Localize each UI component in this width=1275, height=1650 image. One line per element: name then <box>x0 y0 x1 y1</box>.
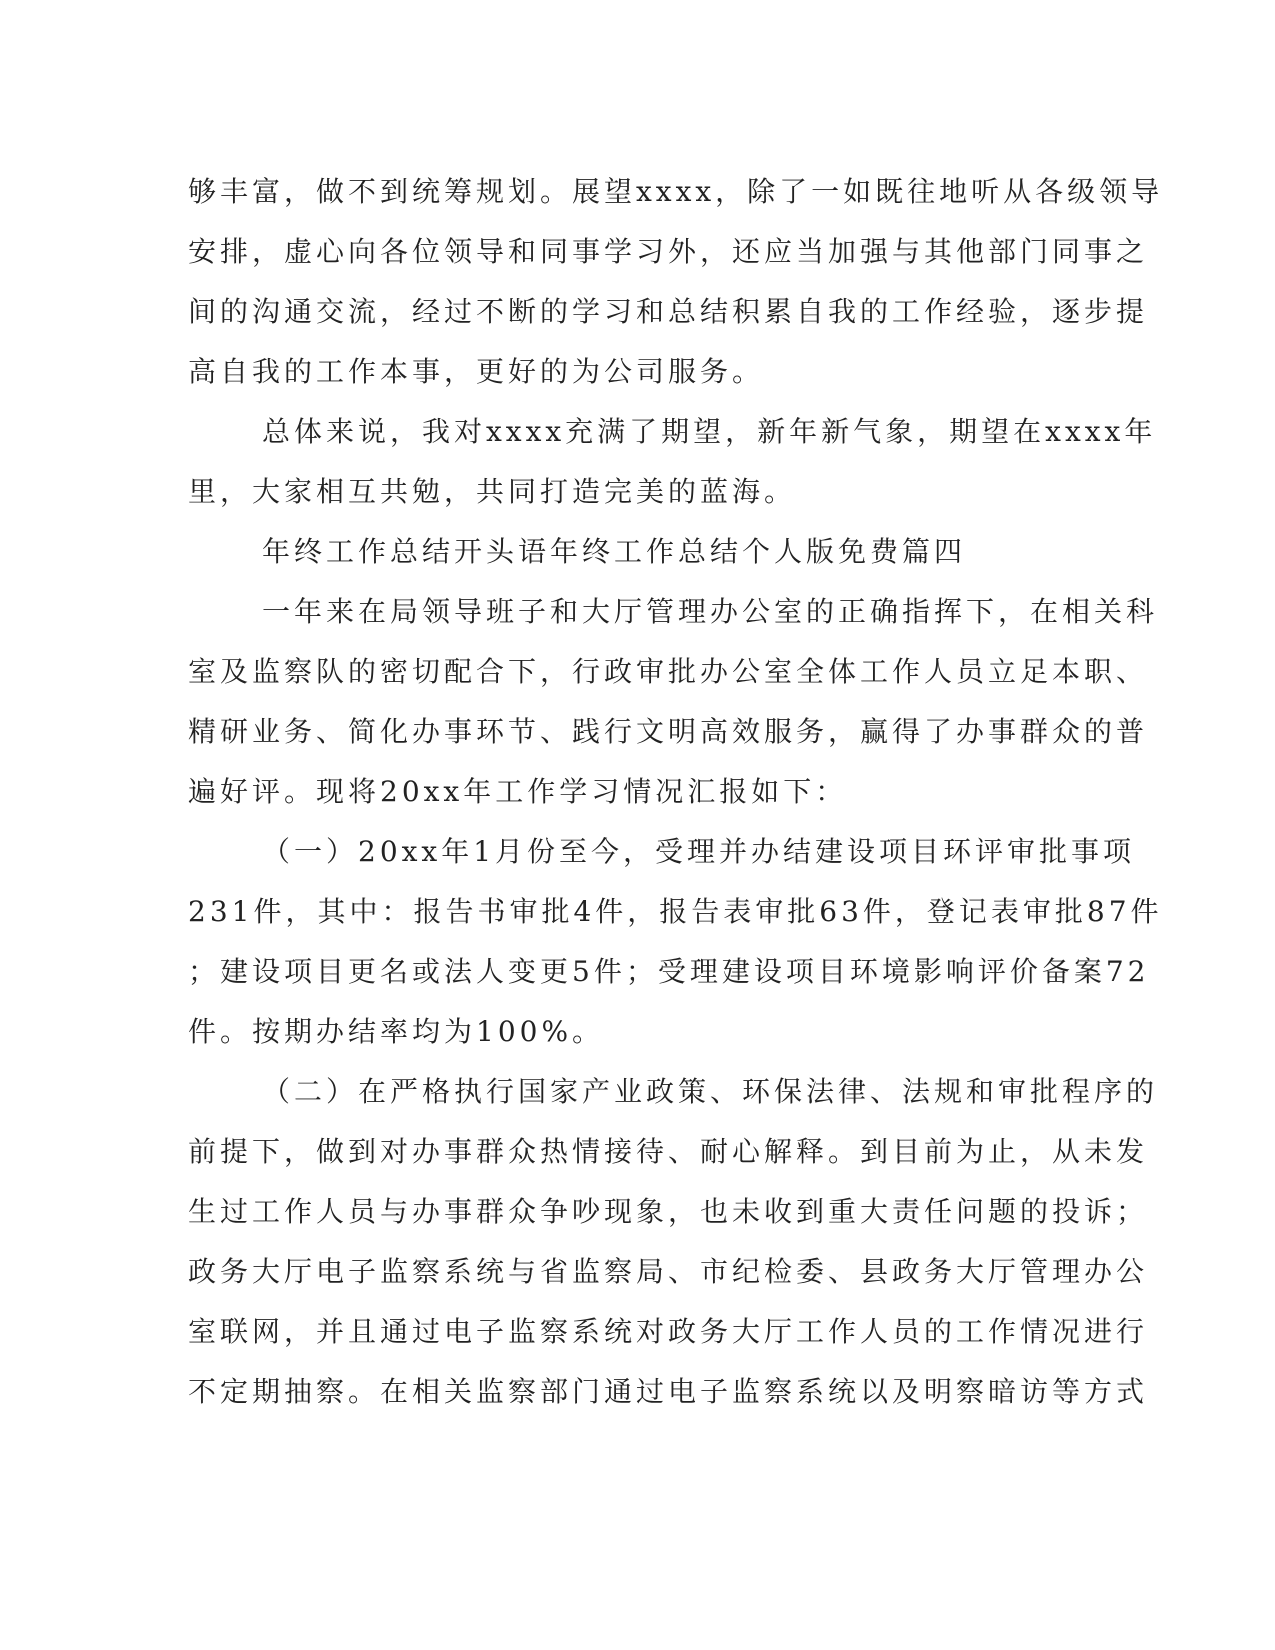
text-line: 室联网，并且通过电子监察系统对政务大厅工作人员的工作情况进行 <box>188 1315 1149 1348</box>
text-line: 精研业务、简化办事环节、践行文明高效服务，赢得了办事群众的普 <box>188 715 1149 748</box>
text-line: 间的沟通交流，经过不断的学习和总结积累自我的工作经验，逐步提 <box>188 295 1149 328</box>
text-line: 安排，虚心向各位领导和同事学习外，还应当加强与其他部门同事之 <box>188 235 1149 268</box>
paragraph-first-line: （二）在严格执行国家产业政策、环保法律、法规和审批程序的 <box>262 1075 1159 1108</box>
text-line: 不定期抽察。在相关监察部门通过电子监察系统以及明察暗访等方式 <box>188 1375 1149 1408</box>
paragraph-first-line: 一年来在局领导班子和大厅管理办公室的正确指挥下，在相关科 <box>262 595 1159 628</box>
text-line: 政务大厅电子监察系统与省监察局、市纪检委、县政务大厅管理办公 <box>188 1255 1149 1288</box>
text-line: 够丰富，做不到统筹规划。展望xxxx，除了一如既往地听从各级领导 <box>188 175 1164 208</box>
text-line: 件。按期办结率均为100%。 <box>188 1015 605 1048</box>
text-line: 室及监察队的密切配合下，行政审批办公室全体工作人员立足本职、 <box>188 655 1149 688</box>
text-line: 前提下，做到对办事群众热情接待、耐心解释。到目前为止，从未发 <box>188 1135 1149 1168</box>
document-body <box>188 162 1164 1422</box>
text-line: 里，大家相互共勉，共同打造完美的蓝海。 <box>188 475 797 508</box>
text-line: 遍好评。现将20xx年工作学习情况汇报如下： <box>188 775 848 808</box>
text-line: ；建设项目更名或法人变更5件；受理建设项目环境影响评价备案72 <box>188 955 1150 988</box>
text-line: 生过工作人员与办事群众争吵现象，也未收到重大责任问题的投诉； <box>188 1195 1149 1228</box>
text-line: 高自我的工作本事，更好的为公司服务。 <box>188 355 765 388</box>
paragraph-first-line: （一）20xx年1月份至今，受理并办结建设项目环评审批事项 <box>262 835 1136 868</box>
text-line: 231件，其中：报告书审批4件，报告表审批63件，登记表审批87件 <box>188 895 1163 928</box>
paragraph-first-line: 总体来说，我对xxxx充满了期望，新年新气象，期望在xxxx年 <box>262 415 1157 448</box>
section-heading: 年终工作总结开头语年终工作总结个人版免费篇四 <box>262 535 967 568</box>
